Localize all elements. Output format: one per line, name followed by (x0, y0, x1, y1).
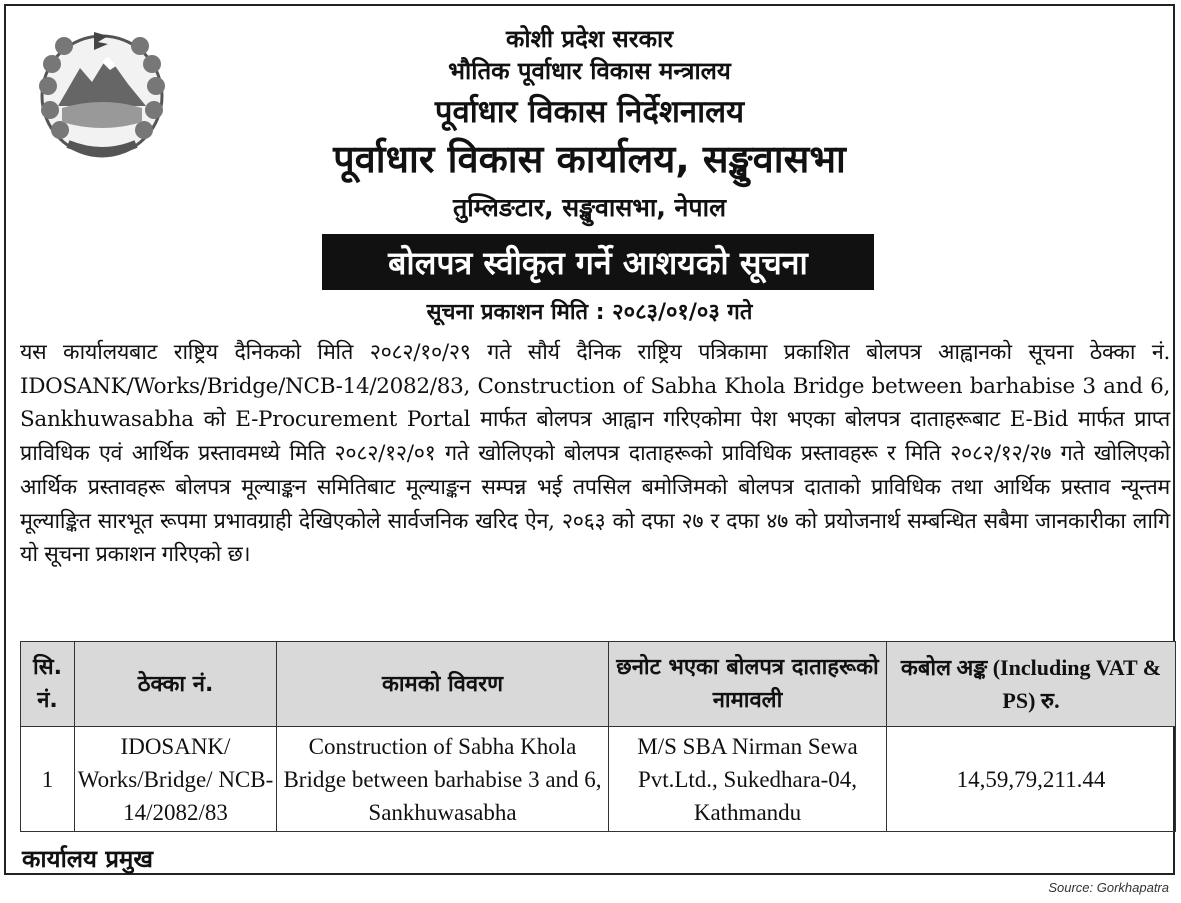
cell-work-description: Construction of Sabha Khola Bridge between barhabise 3 and 6, Sankhuwasabha (277, 727, 609, 832)
cell-bid-amount: 14,59,79,211.44 (887, 727, 1176, 832)
header-work-description: कामको विवरण (277, 642, 609, 727)
cell-serial: 1 (21, 727, 75, 832)
publish-date: सूचना प्रकाशन मिति : २०८३/०१/०३ गते (426, 300, 753, 325)
office-chief-signature: कार्यालय प्रमुख (22, 845, 153, 873)
office-address: तुम्लिङटार, सङ्खुवासभा, नेपाल (452, 193, 727, 222)
cell-contract-no: IDOSANK/ Works/Bridge/ NCB-14/2082/83 (75, 727, 277, 832)
header-bid-amount: कबोल अङ्क (Including VAT & PS) रु. (887, 642, 1176, 727)
ministry-name: भौतिक पूर्वाधार विकास मन्त्रालय (448, 57, 731, 85)
table-row (21, 727, 1176, 832)
office-name: पूर्वाधार विकास कार्यालय, सङ्खुवासभा (333, 137, 846, 181)
header-contract-no: ठेक्का नं. (75, 642, 277, 727)
notice-title: बोलपत्र स्वीकृत गर्ने आशयको सूचना (322, 234, 874, 290)
cell-selected-bidder: M/S SBA Nirman Sewa Pvt.Ltd., Sukedhara-04, Kathmandu (609, 727, 887, 832)
header-selected-bidder: छनोट भएका बोलपत्र दाताहरूको नामावली (609, 642, 887, 727)
bid-table (20, 641, 1176, 832)
table-header-row (21, 642, 1176, 727)
notice-body: यस कार्यालयबाट राष्ट्रिय दैनिकको मिति २०८२/१०/२९ गते सौर्य दैनिक राष्ट्रिय पत्रिकामा प्रकाशित बोलपत्र आह्वानको सूचना ठेक्का नं. IDOSANK/Works/Bridge/NCB-14/2082/83, Construction of Sabha Khola Bridge between barhabise 3 and 6, Sankhuwasabha को E-Procurement Portal मार्फत बोलपत्र आह्वान गरिएकोमा पेश भएका बोलपत्र दाताहरूबाट E-Bid मार्फत प्राप्त प्राविधिक एवं आर्थिक प्रस्तावमध्ये मिति २०८२/१२/०१ गते खोलिएको बोलपत्र दाताहरूको प्राविधिक प्रस्तावहरू र मिति २०८२/१२/२७ गते खोलिएको आर्थिक प्रस्तावहरू बोलपत्र मूल्याङ्कन समितिबाट मूल्याङ्कन सम्पन्न भई तपसिल बमोजिमको बोलपत्र दाताको प्राविधिक तथा आर्थिक प्रस्ताव न्यून्तम मूल्याङ्कित सारभूत रूपमा प्रभावग्राही देखिएकोले सार्वजनिक खरिद ऐन, २०६३ को दफा २७ र दफा ४७ को प्रयोजनार्थ सम्बन्धित सबैमा जानकारीका लागि यो सूचना प्रकाशन गरिएको छ। (20, 340, 1170, 568)
directorate-name: पूर्वाधार विकास निर्देशनालय (434, 94, 745, 130)
header-serial: सि. नं. (21, 642, 75, 727)
source-credit: Source: Gorkhapatra (1048, 880, 1169, 895)
notice-frame (4, 4, 1175, 875)
government-name: कोशी प्रदेश सरकार (505, 25, 674, 53)
